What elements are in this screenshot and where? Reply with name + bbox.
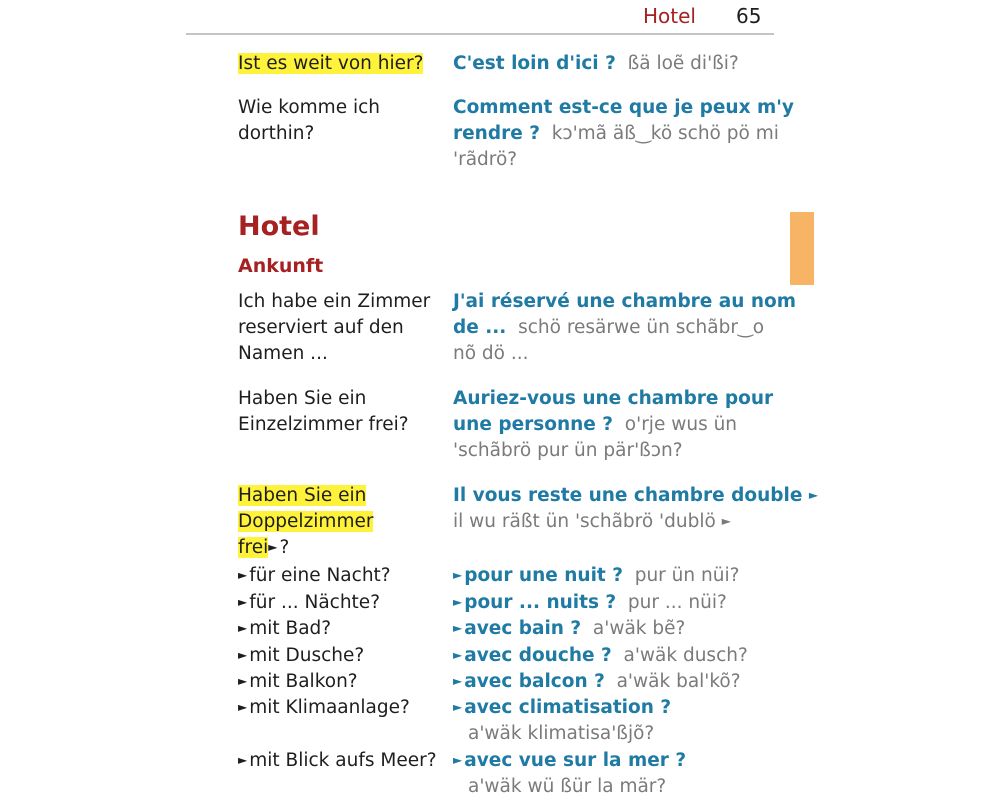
pronunciation: nõ dö ... <box>453 343 529 364</box>
phrase-de: ► mit Dusche? <box>238 645 365 666</box>
phrase-de: ► mit Blick aufs Meer? <box>238 750 437 771</box>
phrase-fr: ► avec balcon ? a'wäk bal'kõ? <box>453 671 741 692</box>
phrase-de: frei► ? <box>238 537 290 558</box>
phrase-de: ► für ... Nächte? <box>238 592 381 613</box>
arrow-icon: ► <box>808 488 819 502</box>
phrase-de: Ist es weit von hier? <box>238 53 424 74</box>
arrow-icon: ► <box>453 700 463 714</box>
pronunciation: 'schãbrö pur ün pär'ßɔn? <box>453 440 683 461</box>
arrow-icon: ► <box>453 568 463 582</box>
arrow-icon: ► <box>721 514 731 528</box>
arrow-icon: ► <box>238 753 248 767</box>
chapter-tab <box>790 212 814 285</box>
phrase-fr: ► avec douche ? a'wäk dusch? <box>453 645 748 666</box>
arrow-icon: ► <box>238 595 248 609</box>
section-title: Hotel <box>238 211 320 242</box>
phrase-fr: rendre ? kɔ'mã äß‿kö schö pö mi <box>453 123 779 144</box>
pronunciation: a'wäk wü ßür la mär? <box>468 776 667 797</box>
phrase-fr: Il vous reste une chambre double ► <box>453 485 819 506</box>
page-number: 65 <box>736 4 762 28</box>
header-divider <box>186 33 774 35</box>
arrow-icon: ► <box>238 568 248 582</box>
phrase-de: Haben Sie ein <box>238 388 367 409</box>
arrow-icon: ► <box>453 595 463 609</box>
phrase-de: ► mit Bad? <box>238 618 332 639</box>
phrase-de: Haben Sie ein <box>238 485 367 506</box>
arrow-icon: ► <box>238 648 248 662</box>
arrow-icon: ► <box>238 700 248 714</box>
arrow-icon: ► <box>453 648 463 662</box>
arrow-icon: ► <box>453 674 463 688</box>
phrase-de: reserviert auf den <box>238 317 404 338</box>
arrow-icon: ► <box>238 621 248 635</box>
phrase-fr: ► avec vue sur la mer ? <box>453 750 687 771</box>
phrase-fr: une personne ? o'rje wus ün <box>453 414 738 435</box>
phrase-de: ► für eine Nacht? <box>238 565 391 586</box>
pronunciation: 'rãdrö? <box>453 149 518 170</box>
phrase-fr: de ... schö resärwe ün schãbr‿o <box>453 317 765 338</box>
pronunciation: il wu räßt ün 'schãbrö 'dublö ► <box>453 511 731 532</box>
phrase-fr: Comment est-ce que je peux m'y <box>453 97 794 118</box>
phrase-fr: ► pour une nuit ? pur ün nüi? <box>453 565 740 586</box>
arrow-icon: ► <box>453 621 463 635</box>
pronunciation: a'wäk klimatisa'ßjõ? <box>468 723 655 744</box>
arrow-icon: ► <box>453 753 463 767</box>
arrow-icon: ► <box>268 540 278 554</box>
phrase-fr: ► pour ... nuits ? pur ... nüi? <box>453 592 727 613</box>
phrase-fr: C'est loin d'ici ? ßä loẽ di'ßi? <box>453 53 739 74</box>
phrase-fr: ► avec climatisation ? <box>453 697 672 718</box>
phrase-fr: J'ai réservé une chambre au nom <box>453 291 797 312</box>
phrase-de: Wie komme ich <box>238 97 381 118</box>
phrase-fr: Auriez-vous une chambre pour <box>453 388 774 409</box>
phrase-de: Ich habe ein Zimmer <box>238 291 431 312</box>
phrase-de: ► mit Balkon? <box>238 671 358 692</box>
phrase-de: Einzelzimmer frei? <box>238 414 409 435</box>
phrase-de: Namen ... <box>238 343 328 364</box>
phrase-de: Doppelzimmer <box>238 511 374 532</box>
phrase-de: ► mit Klimaanlage? <box>238 697 410 718</box>
phrase-de: dorthin? <box>238 123 315 144</box>
phrase-fr: ► avec bain ? a'wäk bẽ? <box>453 618 686 639</box>
section-subtitle: Ankunft <box>238 255 324 277</box>
arrow-icon: ► <box>238 674 248 688</box>
header-section-title: Hotel <box>643 4 696 28</box>
